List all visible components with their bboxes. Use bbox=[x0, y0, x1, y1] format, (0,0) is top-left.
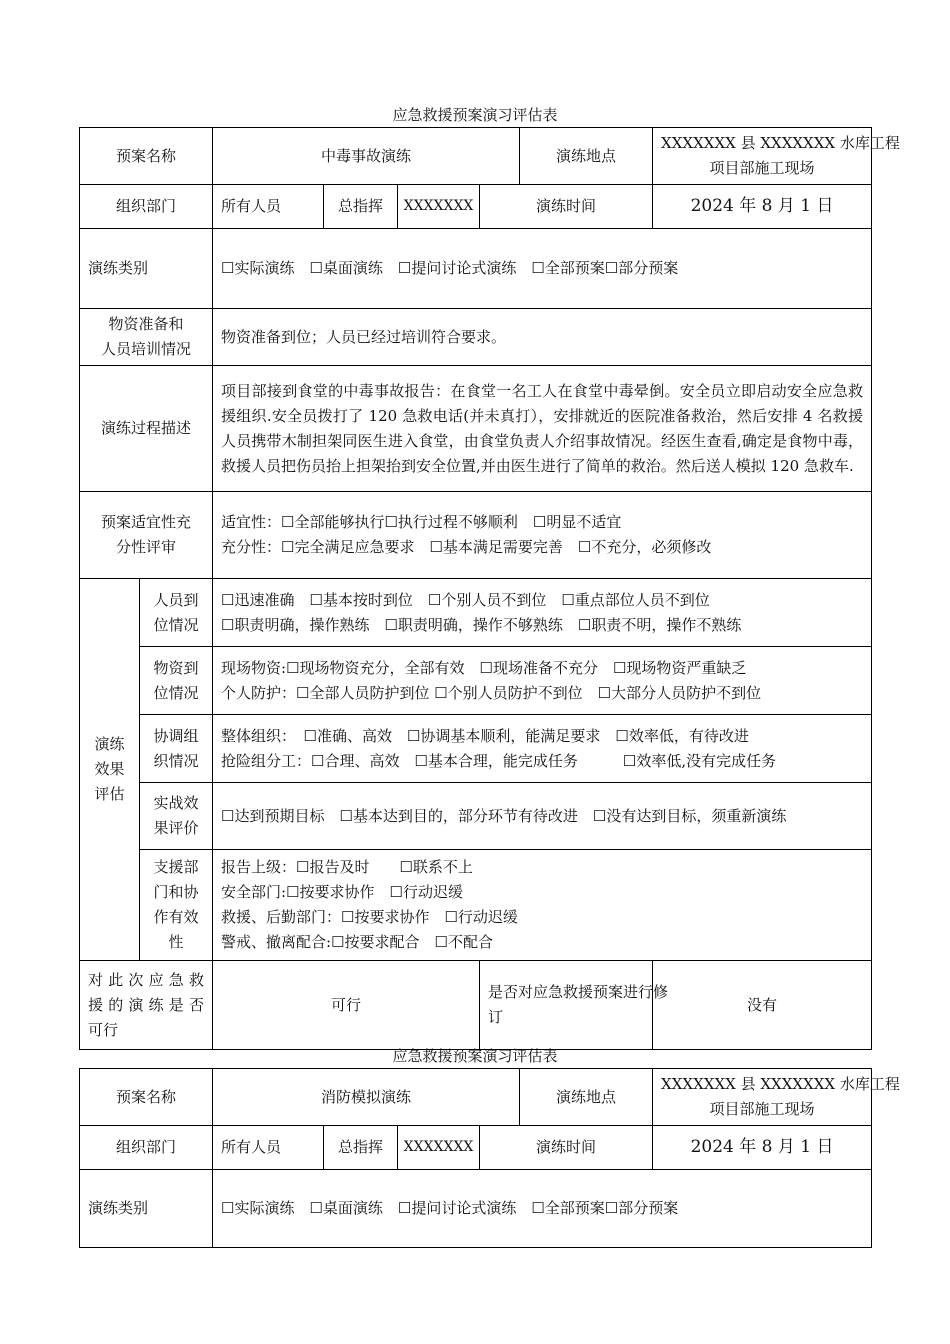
location-value bbox=[653, 1069, 900, 1126]
conclusion-label-line-2: 援的演练是否 bbox=[88, 995, 205, 1014]
prep-row bbox=[80, 309, 872, 366]
form-title: 应急救援预案演习评估表 bbox=[392, 106, 558, 124]
time-value: 2024 年 8 月 1 日 bbox=[653, 185, 872, 229]
effect-option-line: ☐迅速准确 ☐基本按时到位 ☐个别人员不到位 ☐重点部位人员不到位 bbox=[221, 590, 710, 609]
category-options: ☐实际演练 ☐桌面演练 ☐提问讨论式演练 ☐全部预案☐部分预案 bbox=[213, 229, 872, 309]
effect-label-line: 位情况 bbox=[153, 615, 199, 634]
prep-value: 物资准备到位；人员已经过培训符合要求。 bbox=[213, 309, 872, 366]
prep-label-line-2: 人员培训情况 bbox=[101, 340, 192, 358]
org-value: 所有人员 bbox=[213, 185, 324, 229]
revise-question-line-2: 订 bbox=[488, 1008, 504, 1026]
effect-label bbox=[140, 783, 213, 850]
location-line-1: XXXXXXX 县 XXXXXXX 水库工程 bbox=[661, 1075, 900, 1093]
effect-label-line: 性 bbox=[168, 933, 184, 951]
prep-label bbox=[80, 309, 213, 366]
plan-name-value: 中毒事故演练 bbox=[213, 128, 520, 185]
effect-label-line: 物资到 bbox=[153, 658, 199, 677]
org-row bbox=[80, 1126, 872, 1170]
suitability-label bbox=[80, 492, 213, 579]
effect-label-line: 织情况 bbox=[153, 751, 199, 770]
effect-label bbox=[140, 647, 213, 715]
conclusion-label bbox=[80, 961, 213, 1050]
effect-row-support bbox=[80, 850, 872, 961]
effect-group-line-3: 评估 bbox=[94, 785, 125, 803]
effect-label-line: 协调组 bbox=[153, 726, 199, 745]
org-label: 组织部门 bbox=[80, 185, 213, 229]
effect-option-line: 抢险组分工：☐合理、高效 ☐基本合理，能完成任务 ☐效率低,没有完成任务 bbox=[221, 751, 777, 770]
category-row bbox=[80, 229, 872, 309]
effect-options bbox=[213, 783, 872, 850]
evaluation-table bbox=[79, 127, 900, 1050]
suitability-line-1: 适宜性：☐全部能够执行☐执行过程不够顺利 ☐明显不适宜 bbox=[221, 513, 622, 531]
effect-row-coordination bbox=[80, 715, 872, 783]
prep-label-line-1: 物资准备和 bbox=[108, 315, 184, 333]
form-title: 应急救援预案演习评估表 bbox=[392, 1047, 558, 1065]
commander-label: 总指挥 bbox=[324, 1126, 398, 1170]
location-line-1: XXXXXXX 县 XXXXXXX 水库工程 bbox=[661, 134, 900, 152]
revise-question bbox=[480, 961, 669, 1050]
feasible-value: 可行 bbox=[213, 961, 480, 1050]
effect-options bbox=[213, 647, 872, 715]
plan-name-row bbox=[80, 1069, 872, 1126]
effect-label-line: 实战效 bbox=[153, 794, 199, 812]
conclusion-label-line-1: 对此次应急救 bbox=[88, 970, 205, 989]
process-label: 演练过程描述 bbox=[80, 366, 213, 492]
suitability-label-line-1: 预案适宜性充 bbox=[101, 513, 192, 531]
effect-label-line: 果评价 bbox=[153, 819, 199, 837]
effect-option-line: 救援、后勤部门：☐按要求协作 ☐行动迟缓 bbox=[221, 908, 518, 926]
effect-option-line: ☐达到预期目标 ☐基本达到目的，部分环节有待改进 ☐没有达到目标，须重新演练 bbox=[221, 806, 787, 825]
effect-options bbox=[213, 850, 872, 961]
category-label: 演练类别 bbox=[80, 1170, 213, 1248]
conclusion-label-line-3: 可行 bbox=[88, 1020, 119, 1039]
time-value: 2024 年 8 月 1 日 bbox=[653, 1126, 872, 1170]
effect-label bbox=[140, 715, 213, 783]
effect-row-practical bbox=[80, 783, 872, 850]
plan-name-value: 消防模拟演练 bbox=[213, 1069, 520, 1126]
effect-group-label bbox=[80, 579, 140, 961]
org-row bbox=[80, 185, 872, 229]
effect-group-line-2: 效果 bbox=[94, 760, 125, 778]
effect-options bbox=[213, 579, 872, 647]
org-label: 组织部门 bbox=[80, 1126, 213, 1170]
location-label: 演练地点 bbox=[520, 128, 653, 185]
effect-option-line: 个人防护：☐全部人员防护到位 ☐个别人员防护不到位 ☐大部分人员防护不到位 bbox=[221, 683, 762, 702]
location-value bbox=[653, 128, 900, 185]
time-label: 演练时间 bbox=[480, 1126, 653, 1170]
process-text: 项目部接到食堂的中毒事故报告：在食堂一名工人在食堂中毒晕倒。安全员立即启动安全应急救援组织.安全员拨打了 120 急救电话(并未真打），安排就近的医院准备救治，然后安排 4 名救援人员携带木制担架同医生进入食堂，由食堂负责人介绍事故情况。经医生查看,确定是食物中毒，救援人员把伤员抬上担架抬到安全位置,并由医生进行了简单的救治。然后送人模拟 120 急救车. bbox=[213, 366, 872, 492]
effect-label-line: 作有效 bbox=[153, 908, 199, 926]
location-line-2: 项目部施工现场 bbox=[709, 159, 815, 177]
location-line-2: 项目部施工现场 bbox=[709, 1100, 815, 1118]
org-value: 所有人员 bbox=[213, 1126, 324, 1170]
plan-name-label: 预案名称 bbox=[80, 1069, 213, 1126]
effect-options bbox=[213, 715, 872, 783]
category-row bbox=[80, 1170, 872, 1248]
effect-label-line: 人员到 bbox=[153, 590, 199, 609]
commander-value: XXXXXXX bbox=[398, 185, 480, 229]
effect-group-line-1: 演练 bbox=[94, 735, 125, 753]
effect-option-line: 安全部门:☐按要求协作 ☐行动迟缓 bbox=[221, 883, 463, 901]
suitability-label-line-2: 分性评审 bbox=[116, 538, 177, 556]
suitability-options bbox=[213, 492, 872, 579]
evaluation-table-2 bbox=[79, 1068, 900, 1248]
effect-label bbox=[140, 579, 213, 647]
effect-label-line: 门和协 bbox=[153, 883, 199, 901]
category-options: ☐实际演练 ☐桌面演练 ☐提问讨论式演练 ☐全部预案☐部分预案 bbox=[213, 1170, 872, 1248]
effect-row-personnel bbox=[80, 579, 872, 647]
time-label: 演练时间 bbox=[480, 185, 653, 229]
effect-option-line: 警戒、撤离配合:☐按要求配合 ☐不配合 bbox=[221, 933, 493, 951]
effect-option-line: ☐职责明确，操作熟练 ☐职责明确，操作不够熟练 ☐职责不明，操作不熟练 bbox=[221, 615, 742, 634]
plan-name-row bbox=[80, 128, 872, 185]
effect-label-line: 支援部 bbox=[153, 858, 199, 876]
plan-name-label: 预案名称 bbox=[80, 128, 213, 185]
effect-row-materials bbox=[80, 647, 872, 715]
effect-option-line: 整体组织： ☐准确、高效 ☐协调基本顺利，能满足要求 ☐效率低，有待改进 bbox=[221, 726, 749, 745]
effect-option-line: 现场物资:☐现场物资充分，全部有效 ☐现场准备不充分 ☐现场物资严重缺乏 bbox=[221, 658, 747, 677]
effect-option-line: 报告上级：☐报告及时 ☐联系不上 bbox=[221, 858, 473, 876]
location-label: 演练地点 bbox=[520, 1069, 653, 1126]
revise-question-line-1: 是否对应急救援预案进行修 bbox=[488, 983, 669, 1001]
process-row bbox=[80, 366, 872, 492]
conclusion-row bbox=[80, 961, 872, 1050]
commander-label: 总指挥 bbox=[324, 185, 398, 229]
category-label: 演练类别 bbox=[80, 229, 213, 309]
commander-value: XXXXXXX bbox=[398, 1126, 480, 1170]
suitability-row bbox=[80, 492, 872, 579]
suitability-line-2: 充分性：☐完全满足应急要求 ☐基本满足需要完善 ☐不充分，必须修改 bbox=[221, 538, 712, 556]
effect-label bbox=[140, 850, 213, 961]
effect-label-line: 位情况 bbox=[153, 683, 199, 702]
revise-value: 没有 bbox=[653, 961, 872, 1050]
